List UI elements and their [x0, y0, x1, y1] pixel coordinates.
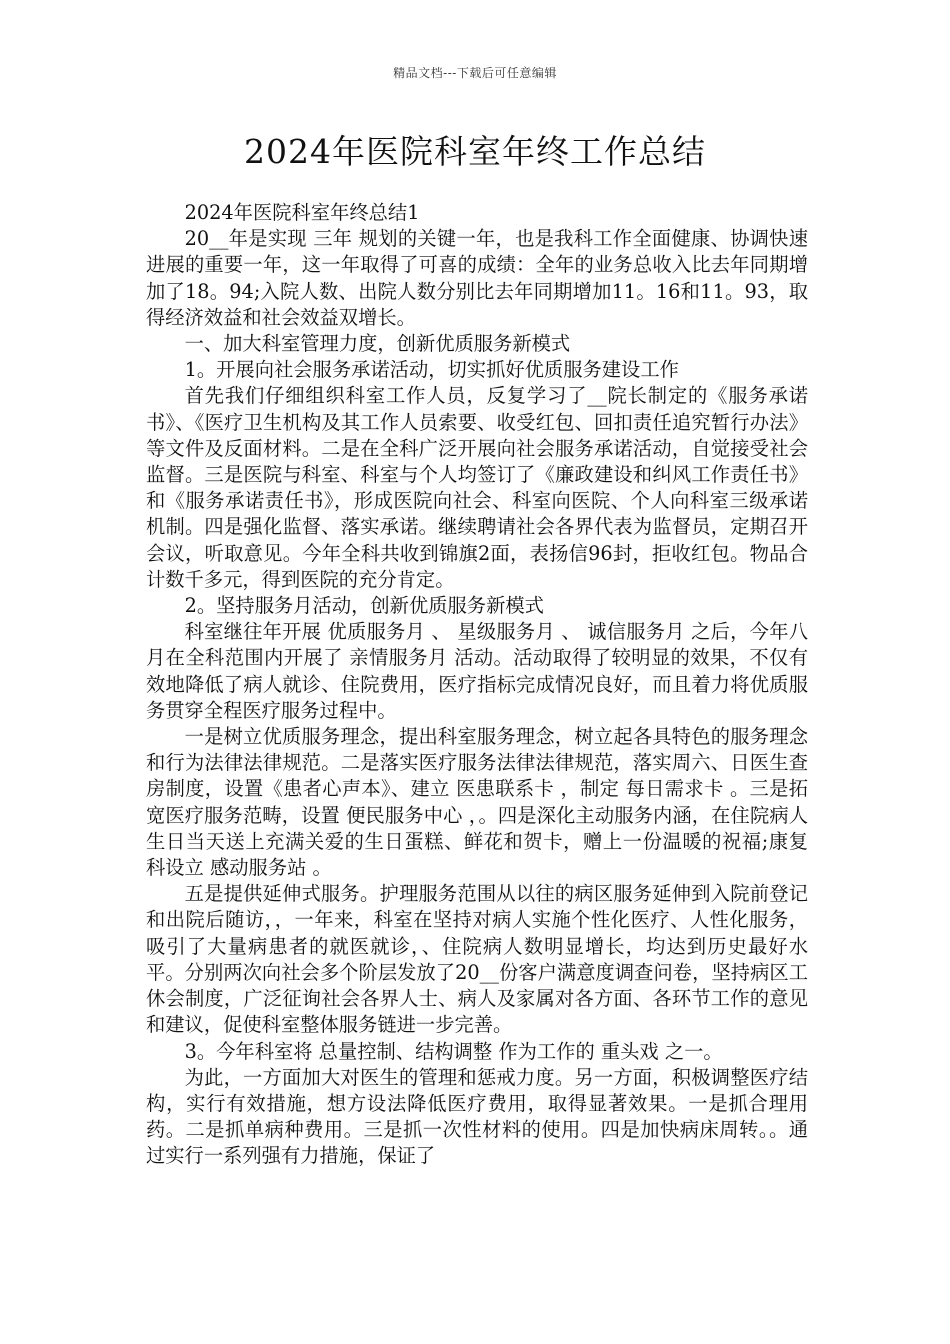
page-header: 精品文档---下载后可任意编辑 [393, 66, 557, 80]
body-paragraph: 科室继往年开展 优质服务月 、 星级服务月 、 诚信服务月 之后，今年八月在全科范围内开展了 亲情服务月 活动。活动取得了较明显的效果，不仅有效地降低了病人就诊、住院费用，医疗指标完成情况良好，而且着力将优质服务贯穿全程医疗服务过程中。 [146, 620, 808, 722]
subsection-heading-3: 3。今年科室将 总量控制、结构调整 作为工作的 重头戏 之一。 [184, 1039, 723, 1063]
subsection-heading-2: 2。坚持服务月活动，创新优质服务新模式 [184, 594, 544, 618]
body-paragraph: 为此，一方面加大对医生的管理和惩戒力度。另一方面，积极调整医疗结构，实行有效措施，想方设法降低医疗费用，取得显著效果。一是抓合理用药。二是抓单病种费用。三是抓一次性材料的使用。四是加快病床周转。。通过实行一系列强有力措施，保证了 [146, 1065, 808, 1168]
body-paragraph: 五是提供延伸式服务。护理服务范围从以往的病区服务延伸到入院前登记和出院后随访，，一年来，科室在坚持对病人实施个性化医疗、人性化服务，吸引了大量病患者的就医就诊，、住院病人数明显增长，均达到历史最好水平。分别两次向社会多个阶层发放了20__份客户满意度调查问卷，坚持病区工休会制度，广泛征询社会各界人士、病人及家属对各方面、各环节工作的意见和建议，促使科室整体服务链进一步完善。 [146, 882, 808, 1037]
subtitle-paragraph: 2024年医院科室年终总结1 [184, 201, 420, 224]
body-paragraph: 一是树立优质服务理念，提出科室服务理念，树立起各具特色的服务理念和行为法律法律规范。二是落实医疗服务法律法律规范，落实周六、日医生查房制度，设置《患者心声本》、建立 医患联系卡 ，制定 每日需求卡 。三是拓宽医疗服务范畴，设置 便民服务中心 ，。四是深化主动服务内涵，在住院病人生日当天送上充满关爱的生日蛋糕、鲜花和贺卡，赠上一份温暖的祝福;康复科设立 感动服务站 。 [146, 725, 808, 880]
section-heading-1: 一、加大科室管理力度，创新优质服务新模式 [184, 332, 571, 356]
document-body [146, 200, 808, 1170]
subsection-heading-1: 1。开展向社会服务承诺活动，切实抓好优质服务建设工作 [184, 358, 679, 382]
intro-paragraph: 20__年是实现 三年 规划的关键一年，也是我科工作全面健康、协调快速进展的重要一年，这一年取得了可喜的成绩：全年的业务总收入比去年同期增加了18。94;入院人数、出院人数分别比去年同期增加11。16和11。93，取得经济效益和社会效益双增长。 [146, 227, 808, 329]
body-paragraph: 首先我们仔细组织科室工作人员，反复学习了__院长制定的《服务承诺书》、《医疗卫生机构及其工作人员索要、收受红包、回扣责任追究暂行办法》等文件及反面材料。二是在全科广泛开展向社会服务承诺活动，自觉接受社会监督。三是医院与科室、科室与个人均签订了《廉政建设和纠风工作责任书》和《服务承诺责任书》，形成医院向社会、科室向医院、个人向科室三级承诺机制。四是强化监督、落实承诺。继续聘请社会各界代表为监督员，定期召开会议，听取意见。今年全科共收到锦旗2面，表扬信96封，拒收红包。物品合计数千多元，得到医院的充分肯定。 [146, 384, 808, 591]
document-title: 2024年医院科室年终工作总结 [244, 132, 706, 171]
